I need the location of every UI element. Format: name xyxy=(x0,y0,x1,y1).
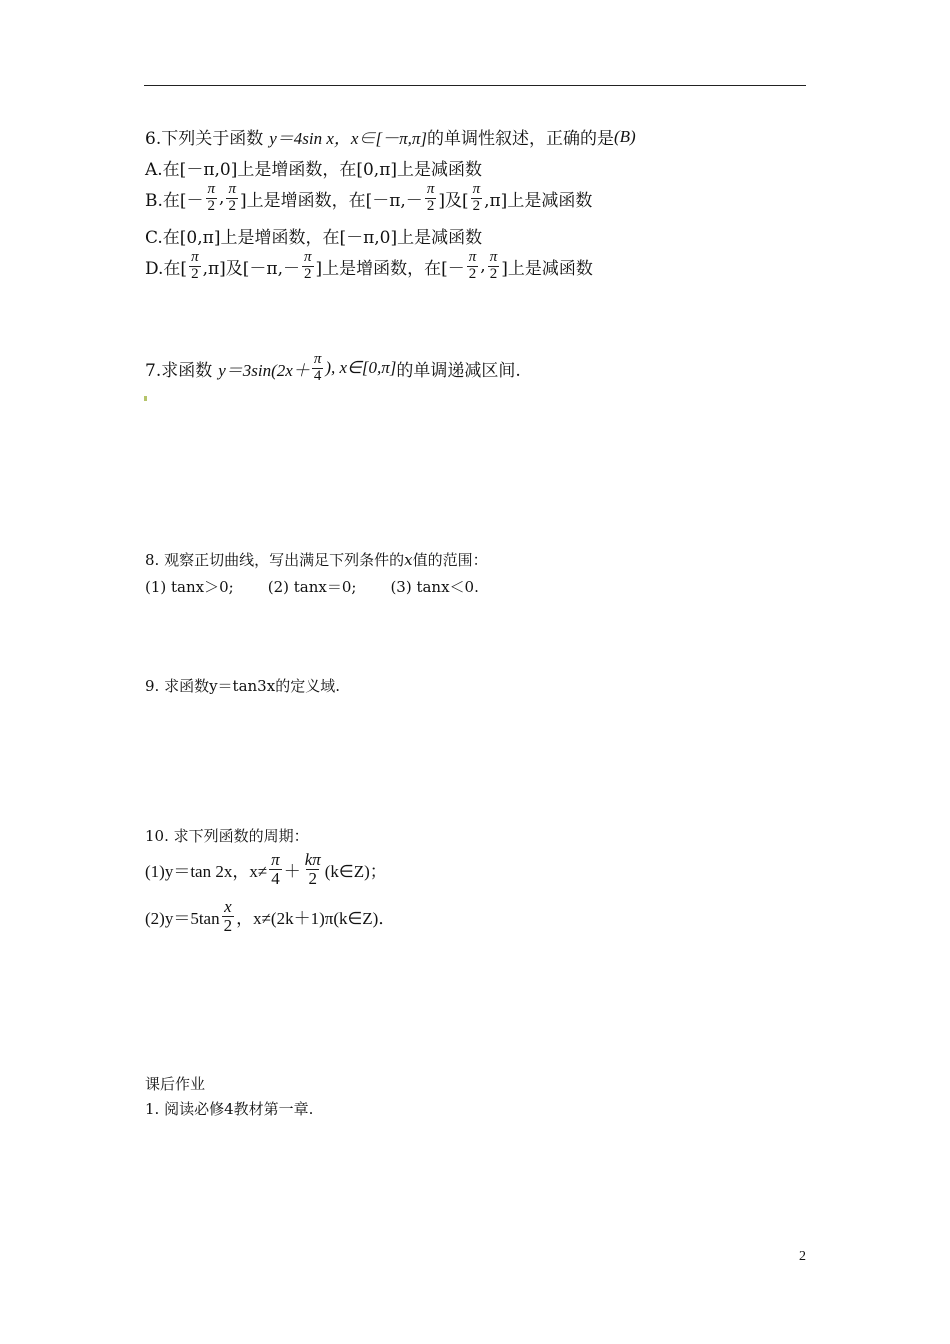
fraction: $\frac{\pi}{4}$ xyxy=(271,850,280,888)
fraction: $\frac{\pi}{2}$ xyxy=(468,249,477,282)
fraction: $\frac{\pi}{2}$ xyxy=(426,181,435,214)
fraction: $\frac{x}{2}$ xyxy=(223,897,233,935)
fraction: $\frac{\pi}{2}$ xyxy=(207,181,216,214)
q6-stem: 6.下列关于函数 y＝4sin x，x∈[－π,π] 的单调性叙述，正确的是 (B) xyxy=(145,124,636,149)
q7-function: y＝3sin(2x＋ xyxy=(218,360,310,380)
q10-title: 10. 求下列函数的周期： xyxy=(145,827,309,845)
fraction: $\frac{\pi}{4}$ xyxy=(313,351,322,384)
q8-condition-1: (1) tanx＞0; xyxy=(145,578,234,596)
q6-option-b: B.在[－ $\frac{\pi}{2}$ , $\frac{\pi}{2}$ ]上是增函数，在[－π,－ $\frac{\pi}{2}$ ]及[ $\frac{\pi}{2}$ ,π]上是减函数 xyxy=(145,181,593,214)
q7-stem: 7.求函数 y＝3sin(2x＋ $\frac{\pi}{4}$ ), x∈[0,π] 的单调递减区间. xyxy=(145,351,521,384)
q8-conditions xyxy=(145,576,479,597)
stray-mark xyxy=(144,396,147,401)
q6-option-c: C.在[0,π]上是增函数，在[－π,0]上是减函数 xyxy=(145,228,483,248)
q8-condition-2: (2) tanx＝0; xyxy=(267,578,357,596)
fraction: $\frac{\pi}{2}$ xyxy=(489,249,498,282)
q6-option-d: D.在[ $\frac{\pi}{2}$ ,π]及[－π,－ $\frac{\pi}{2}$ ]上是增函数，在[－ $\frac{\pi}{2}$ , $\frac{\pi}{2}$ ]上是减函数 xyxy=(145,249,593,282)
q6-option-a: A.在[－π,0]上是增函数，在[0,π]上是减函数 xyxy=(145,160,482,180)
q10-part-1: (1)y＝tan 2x，x≠ $\frac{\pi}{4}$ ＋ $\frac{k\pi}{2}$ (k∈Z)； xyxy=(145,850,387,888)
q9-stem: 9. 求函数y＝tan3x的定义域. xyxy=(145,677,340,695)
fraction: $\frac{k\pi}{2}$ xyxy=(304,850,321,888)
page-number: 2 xyxy=(799,1249,806,1264)
fraction: $\frac{\pi}{2}$ xyxy=(304,249,312,282)
fraction: $\frac{\pi}{2}$ xyxy=(191,249,199,282)
fraction: $\frac{\pi}{2}$ xyxy=(228,181,236,214)
homework-item-1: 1. 阅读必修4教材第一章. xyxy=(145,1100,314,1118)
homework-title: 课后作业 xyxy=(145,1075,206,1093)
q8-condition-3: (3) tanx＜0. xyxy=(390,578,479,596)
q8-stem: 8. 观察正切曲线，写出满足下列条件的 x 值的范围： xyxy=(145,550,488,569)
q6-function: y＝4sin x，x∈[－π,π] xyxy=(269,129,427,148)
header-rule xyxy=(144,85,806,86)
fraction: $\frac{\pi}{2}$ xyxy=(472,181,481,214)
q6-answer: (B) xyxy=(613,126,636,146)
q10-part-2: (2)y＝5tan $\frac{x}{2}$ ，x≠(2k＋1)π(k∈Z)． xyxy=(145,897,396,935)
